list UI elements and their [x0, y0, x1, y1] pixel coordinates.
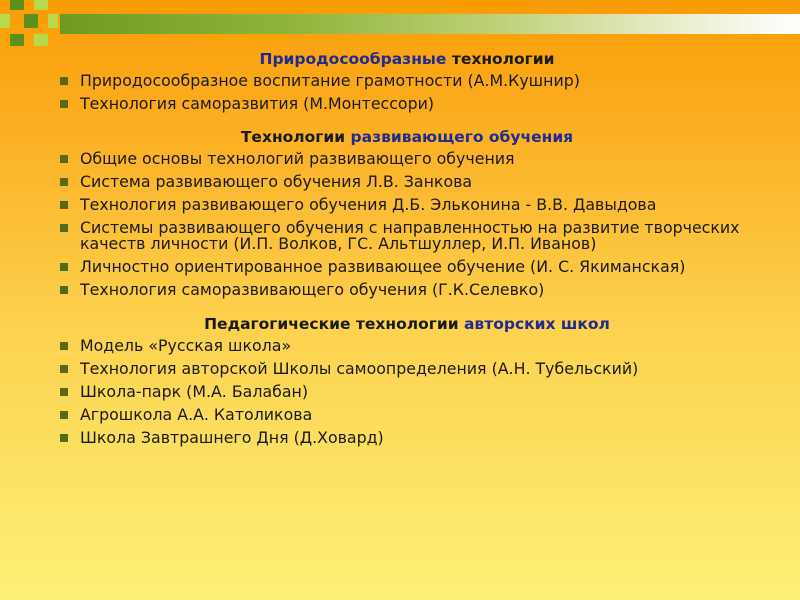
list-item: Технология саморазвивающего обучения (Г.К.Селевко)	[57, 282, 757, 298]
slide-content	[57, 50, 757, 464]
section-nature	[57, 50, 757, 112]
heading-accent: Природосообразные	[259, 50, 447, 68]
item-list	[57, 338, 757, 446]
heading-text: технологии	[446, 50, 555, 68]
decor-topbar	[60, 14, 800, 34]
list-item: Школа-парк (М.А. Балабан)	[57, 384, 757, 400]
list-item: Системы развивающего обучения с направленностью на развитие творческих качеств личности (И.П. Волков, ГС. Альтшуллер, И.П. Иванов)	[57, 220, 757, 252]
list-item: Общие основы технологий развивающего обучения	[57, 151, 757, 167]
section-heading	[57, 50, 757, 69]
heading-accent: развивающего обучения	[350, 128, 574, 146]
list-item: Личностно ориентированное развивающее обучение (И. С. Якиманская)	[57, 259, 757, 275]
list-item: Школа Завтрашнего Дня (Д.Ховард)	[57, 430, 757, 446]
section-author-schools	[57, 315, 757, 446]
section-developmental	[57, 128, 757, 298]
list-item: Система развивающего обучения Л.В. Занкова	[57, 174, 757, 190]
list-item: Технология авторской Школы самоопределения (А.Н. Тубельский)	[57, 361, 757, 377]
list-item: Технология саморазвития (М.Монтессори)	[57, 96, 757, 112]
section-heading	[57, 128, 757, 147]
item-list	[57, 151, 757, 298]
list-item: Природосообразное воспитание грамотности (А.М.Кушнир)	[57, 73, 757, 89]
heading-text: Педагогические технологии	[204, 315, 464, 333]
item-list	[57, 73, 757, 112]
list-item: Модель «Русская школа»	[57, 338, 757, 354]
list-item: Технология развивающего обучения Д.Б. Эльконина - В.В. Давыдова	[57, 197, 757, 213]
heading-accent: авторских школ	[463, 315, 610, 333]
heading-text: Технологии	[240, 128, 351, 146]
section-heading	[57, 315, 757, 334]
list-item: Агрошкола А.А. Католикова	[57, 407, 757, 423]
